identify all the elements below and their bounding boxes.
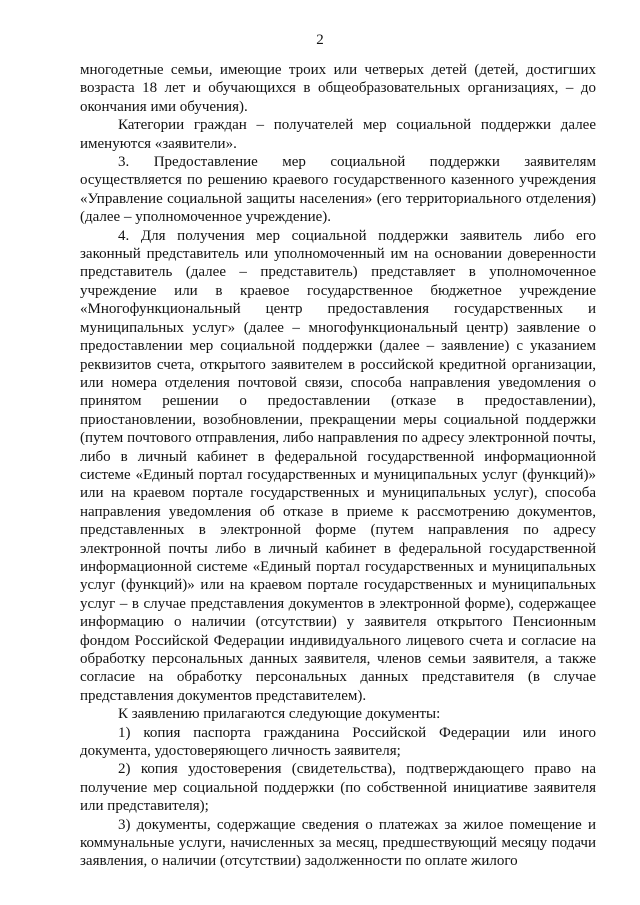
paragraph-item-4: 4. Для получения мер социальной поддержки заявитель либо его законный представитель или уполномоченный им на основании доверенности представитель (далее – представитель) представляет в уполномоченное учреждение или в краевое государственное бюджетное учреждение «Многофункциональный центр предоставления государственных и муниципальных услуг» (далее – многофункциональный центр) заявление о предоставлении мер социальной поддержки (далее – заявление) с указанием реквизитов счета, открытого заявителем в российской кредитной организации, или номера отделения почтовой связи, способа направления уведомления о принятом решении о предоставлении (отказе в предоставлении), приостановлении, возобновлении, прекращении меры социальной поддержки (путем почтового отправления, либо направления по адресу электронной почты, либо в личный кабинет в федеральной государственной информационной системе «Единый портал государственных и муниципальных услуг (функций)» или на краевом портале государственных и муниципальных услуг), способа направления уведомления об отказе в приеме к рассмотрению документов, представленных в электронной форме (путем направления по адресу электронной почты либо в личный кабинет в федеральной государственной информационной системе «Единый портал государственных и муниципальных услуг (функций)» или на краевом портале государственных и муниципальных услуг – в случае представления документов в электронной форме), содержащее информацию о наличии (отсутствии) у заявителя открытого Пенсионным фондом Российской Федерации индивидуального лицевого счета и согласие на обработку персональных данных заявителя, членов семьи заявителя, а также согласие на обработку персональных данных представителя (в случае представления документов представителем).	[80, 227, 596, 704]
page-number: 2	[316, 32, 324, 48]
document-body	[80, 61, 596, 871]
paragraph-continuation: многодетные семьи, имеющие троих или четверых детей (детей, достигших возраста 18 лет и обучающихся в общеобразовательных организациях, – до окончания ими обучения).	[80, 62, 596, 115]
paragraph-item-3: 3. Предоставление мер социальной поддержки заявителям осуществляется по решению краевого государственного казенного учреждения «Управление социальной защиты населения» (его территориального отделения) (далее – уполномоченное учреждение).	[80, 154, 596, 226]
paragraph-attachment-2: 2) копия удостоверения (свидетельства), подтверждающего право на получение мер социальной поддержки (по собственной инициативе заявителя или представителя);	[80, 761, 596, 815]
paragraph-attachment-3: 3) документы, содержащие сведения о платежах за жилое помещение и коммунальные услуги, начисленных за месяц, предшествующий месяцу подачи заявления, о наличии (отсутствии) задолженности по оплате жилого	[80, 816, 596, 870]
paragraph-attachment-1: 1) копия паспорта гражданина Российской Федерации или иного документа, удостоверяющего личность заявителя;	[80, 724, 596, 760]
paragraph-applicants-definition: Категории граждан – получателей мер социальной поддержки далее именуются «заявители».	[80, 117, 596, 152]
paragraph-attachments-intro: К заявлению прилагаются следующие документы:	[118, 706, 441, 723]
